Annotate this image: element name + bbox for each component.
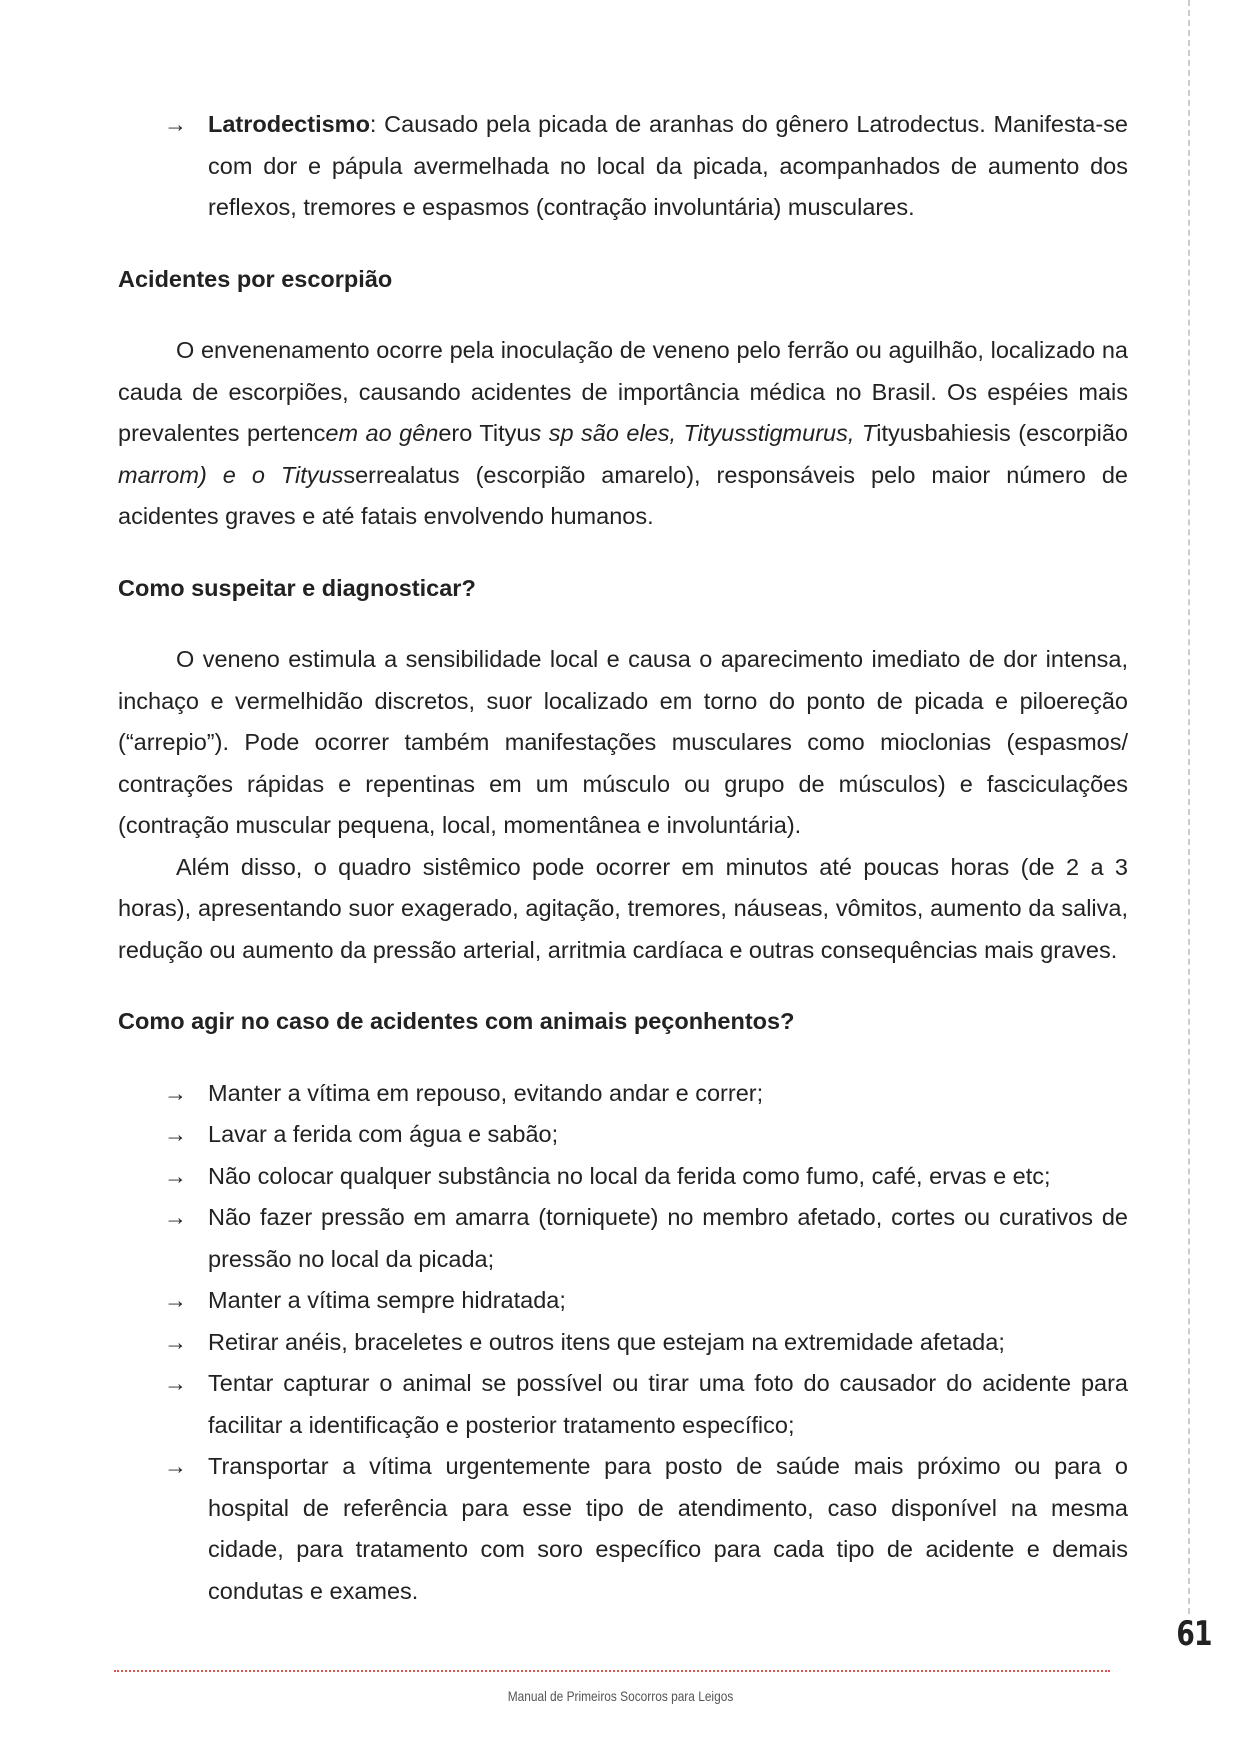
list-item (118, 1114, 1128, 1156)
right-margin-dashed-rule (1188, 0, 1190, 1614)
arrow-bullet-icon: → (164, 1328, 187, 1355)
paragraph-envenenamento-part-b: ero Tityu (438, 420, 530, 446)
paragraph-envenenamento-part-d: serrealatus (escorpião amarelo), responsáveis pelo maior número de acidentes graves e até fatais envolvendo humanos. (118, 461, 1128, 529)
list-item (118, 1363, 1128, 1446)
latrodectismo-term: Latrodectismo (208, 111, 370, 137)
arrow-bullet-icon: → (164, 1079, 187, 1106)
como-agir-list (118, 1073, 1128, 1613)
page-number: 61 (1176, 1614, 1212, 1654)
paragraph-envenenamento-italic-3: marrom) e o Tityus (118, 461, 344, 488)
arrow-bullet-icon: → (164, 1453, 187, 1479)
list-item (118, 1322, 1128, 1364)
list-item (118, 1156, 1128, 1198)
latrodectismo-text: : Causado pela picada de aranhas do gênero Latrodectus. Manifesta-se com dor e pápula avermelhada no local da picada, acompanhados de aumento dos reflexos, tremores e espasmos (contração involuntária) musculares. (208, 111, 1128, 220)
list-item-text: Manter a vítima em repouso, evitando andar e correr; (208, 1079, 764, 1106)
footer-title: Manual de Primeiros Socorros para Leigos (507, 1688, 734, 1704)
paragraph-envenenamento-part-a: O envenenamento ocorre pela inoculação de veneno pelo ferrão ou aguilhão, localizado na cauda de escorpiões, causando acidentes de importância médica no Brasil. Os espéies mais prevalentes pertenc (118, 337, 1128, 446)
paragraph-envenenamento-italic-1: em ao gên (325, 420, 439, 446)
footer-dotted-rule (114, 1670, 1110, 1672)
list-item-text: Tentar capturar o animal se possível ou tirar uma foto do causador do acidente para facilitar a identificação e posterior tratamento específico; (208, 1370, 1128, 1438)
arrow-bullet-icon: → (164, 1121, 187, 1147)
list-item-text: Não fazer pressão em amarra (torniquete) no membro afetado, cortes ou curativos de pressão no local da picada; (208, 1204, 1128, 1272)
paragraph-envenenamento-part-c: ityusbahiesis (escorpião (876, 420, 1128, 446)
page-content (118, 104, 1128, 1612)
paragraph-envenenamento (118, 330, 1128, 538)
heading-como-suspeitar: Como suspeitar e diagnosticar? (118, 574, 476, 601)
paragraph-envenenamento-italic-2: s sp são eles, Tityusstigmurus, T (529, 420, 877, 446)
list-item-text: Manter a vítima sempre hidratada; (208, 1287, 566, 1313)
paragraph-veneno-estimula: O veneno estimula a sensibilidade local e causa o aparecimento imediato de dor intensa, inchaço e vermelhidão discretos, suor localizado em torno do ponto de picada e piloereção (“arrepio”). Pode ocorrer também manifestações musculares como mioclonias (espasmos/ contrações rápidas e repentinas em um músculo ou grupo de músculos) e fasciculações (contração muscular pequena, local, momentânea e involuntária). (118, 646, 1128, 838)
list-item (118, 1073, 1128, 1115)
latrodectismo-bullet (118, 104, 1128, 229)
list-item-text: Lavar a ferida com água e sabão; (208, 1121, 559, 1147)
heading-acidentes-escorpiao: Acidentes por escorpião (118, 265, 393, 292)
arrow-bullet-icon: → (164, 111, 187, 137)
arrow-bullet-icon: → (164, 1370, 187, 1396)
arrow-bullet-icon: → (164, 1287, 187, 1313)
list-item (118, 1197, 1128, 1280)
list-item (118, 1446, 1128, 1612)
arrow-bullet-icon: → (164, 1162, 187, 1189)
arrow-bullet-icon: → (164, 1204, 187, 1230)
list-item-text: Transportar a vítima urgentemente para posto de saúde mais próximo ou para o hospital de referência para esse tipo de atendimento, caso disponível na mesma cidade, para tratamento com soro específico para cada tipo de acidente e demais condutas e exames. (208, 1453, 1128, 1604)
list-item (118, 1280, 1128, 1322)
list-item-text: Não colocar qualquer substância no local da ferida como fumo, café, ervas e etc; (208, 1162, 1051, 1189)
heading-como-agir: Como agir no caso de acidentes com animais peçonhentos? (118, 1008, 795, 1034)
list-item-text: Retirar anéis, braceletes e outros itens que estejam na extremidade afetada; (208, 1328, 1005, 1355)
paragraph-quadro-sistemico: Além disso, o quadro sistêmico pode ocorrer em minutos até poucas horas (de 2 a 3 horas), apresentando suor exagerado, agitação, tremores, náuseas, vômitos, aumento da saliva, redução ou aumento da pressão arterial, arritmia cardíaca e outras consequências mais graves. (118, 853, 1128, 963)
